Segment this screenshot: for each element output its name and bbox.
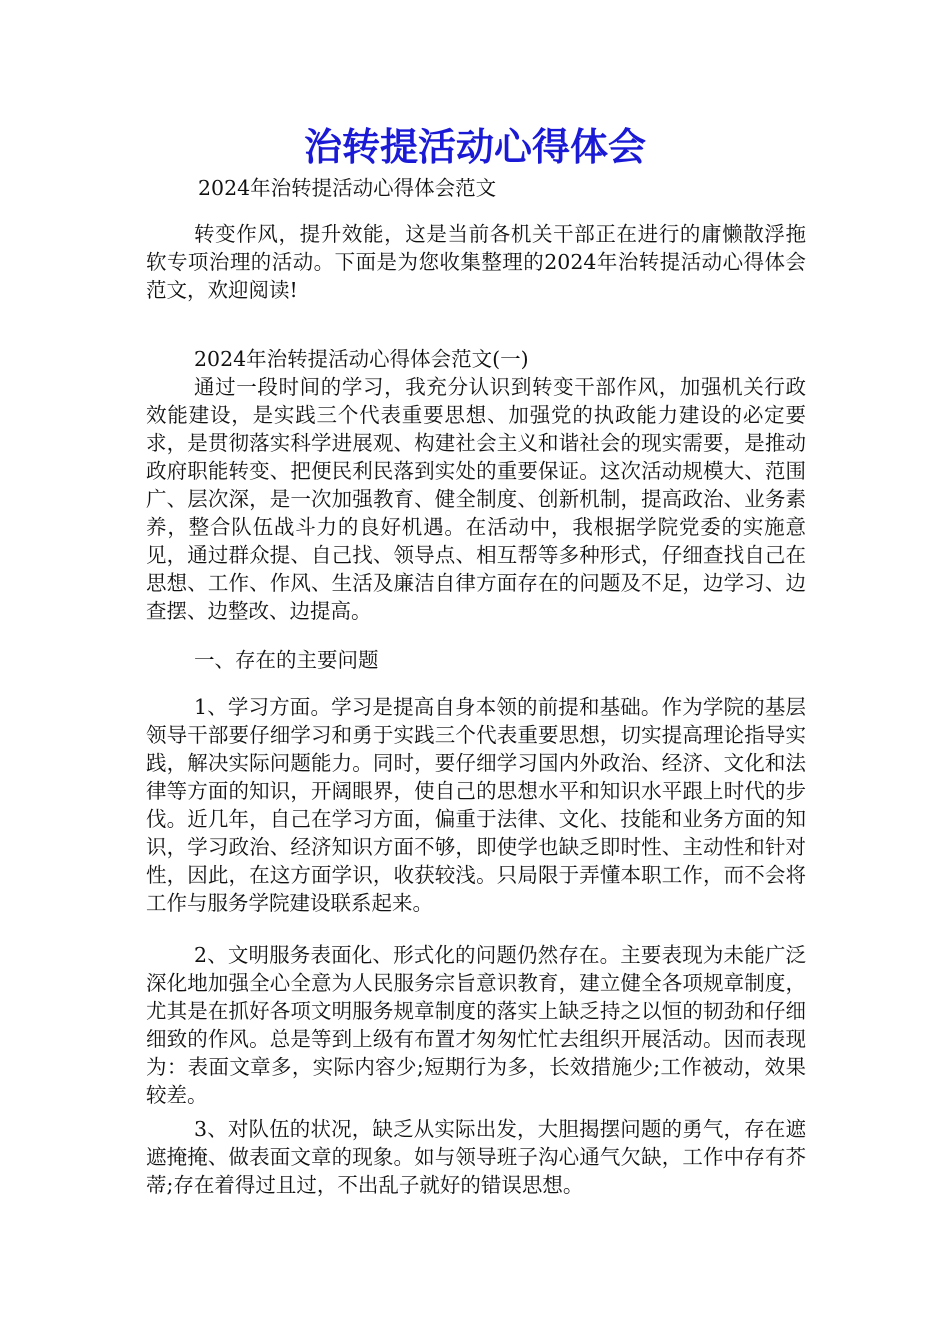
intro-paragraph: 转变作风，提升效能，这是当前各机关干部正在进行的庸懒散浮拖软专项治理的活动。下面是为您收集整理的2024年治转提活动心得体会范文，欢迎阅读! [146,222,806,302]
problem-3-paragraph: 3、对队伍的状况，缺乏从实际出发，大胆揭摆问题的勇气，存在遮遮掩掩、做表面文章的现象。如与领导班子沟心通气欠缺，工作中存有芥蒂;存在着得过且过，不出乱子就好的错误思想。 [146,1117,806,1197]
problem-2-paragraph: 2、文明服务表面化、形式化的问题仍然存在。主要表现为未能广泛深化地加强全心全意为人民服务宗旨意识教育，建立健全各项规章制度，尤其是在抓好各项文明服务规章制度的落实上缺乏持之以恒的韧劲和仔细细致的作风。总是等到上级有布置才匆匆忙忙去组织开展活动。因而表现为：表面文章多，实际内容少;短期行为多，长效措施少;工作被动，效果较差。 [146,943,806,1107]
document-title: 治转提活动心得体会 [303,124,646,169]
section-heading: 2024年治转提活动心得体会范文(一) [194,347,529,371]
paragraph-1: 通过一段时间的学习，我充分认识到转变干部作风，加强机关行政效能建设，是实践三个代表重要思想、加强党的执政能力建设的必定要求，是贯彻落实科学进展观、构建社会主义和谐社会的现实需要，是推动政府职能转变、把便民利民落到实处的重要保证。这次活动规模大、范围广、层次深，是一次加强教育、健全制度、创新机制，提高政治、业务素养，整合队伍战斗力的良好机遇。在活动中，我根据学院党委的实施意见，通过群众提、自己找、领导点、相互帮等多种形式，仔细查找自己在思想、工作、作风、生活及廉洁自律方面存在的问题及不足，边学习、边查摆、边整改、边提高。 [146,375,806,623]
problem-1-paragraph: 1、学习方面。学习是提高自身本领的前提和基础。作为学院的基层领导干部要仔细学习和勇于实践三个代表重要思想，切实提高理论指导实践，解决实际问题能力。同时，要仔细学习国内外政治、经济、文化和法律等方面的知识，开阔眼界，使自己的思想水平和知识水平跟上时代的步伐。近几年，自己在学习方面，偏重于法律、文化、技能和业务方面的知识，学习政治、经济知识方面不够，即使学也缺乏即时性、主动性和针对性，因此，在这方面学识，收获较浅。只局限于弄懂本职工作，而不会将工作与服务学院建设联系起来。 [146,695,806,915]
problems-heading: 一、存在的主要问题 [194,648,379,672]
document-subtitle: 2024年治转提活动心得体会范文 [198,176,497,200]
